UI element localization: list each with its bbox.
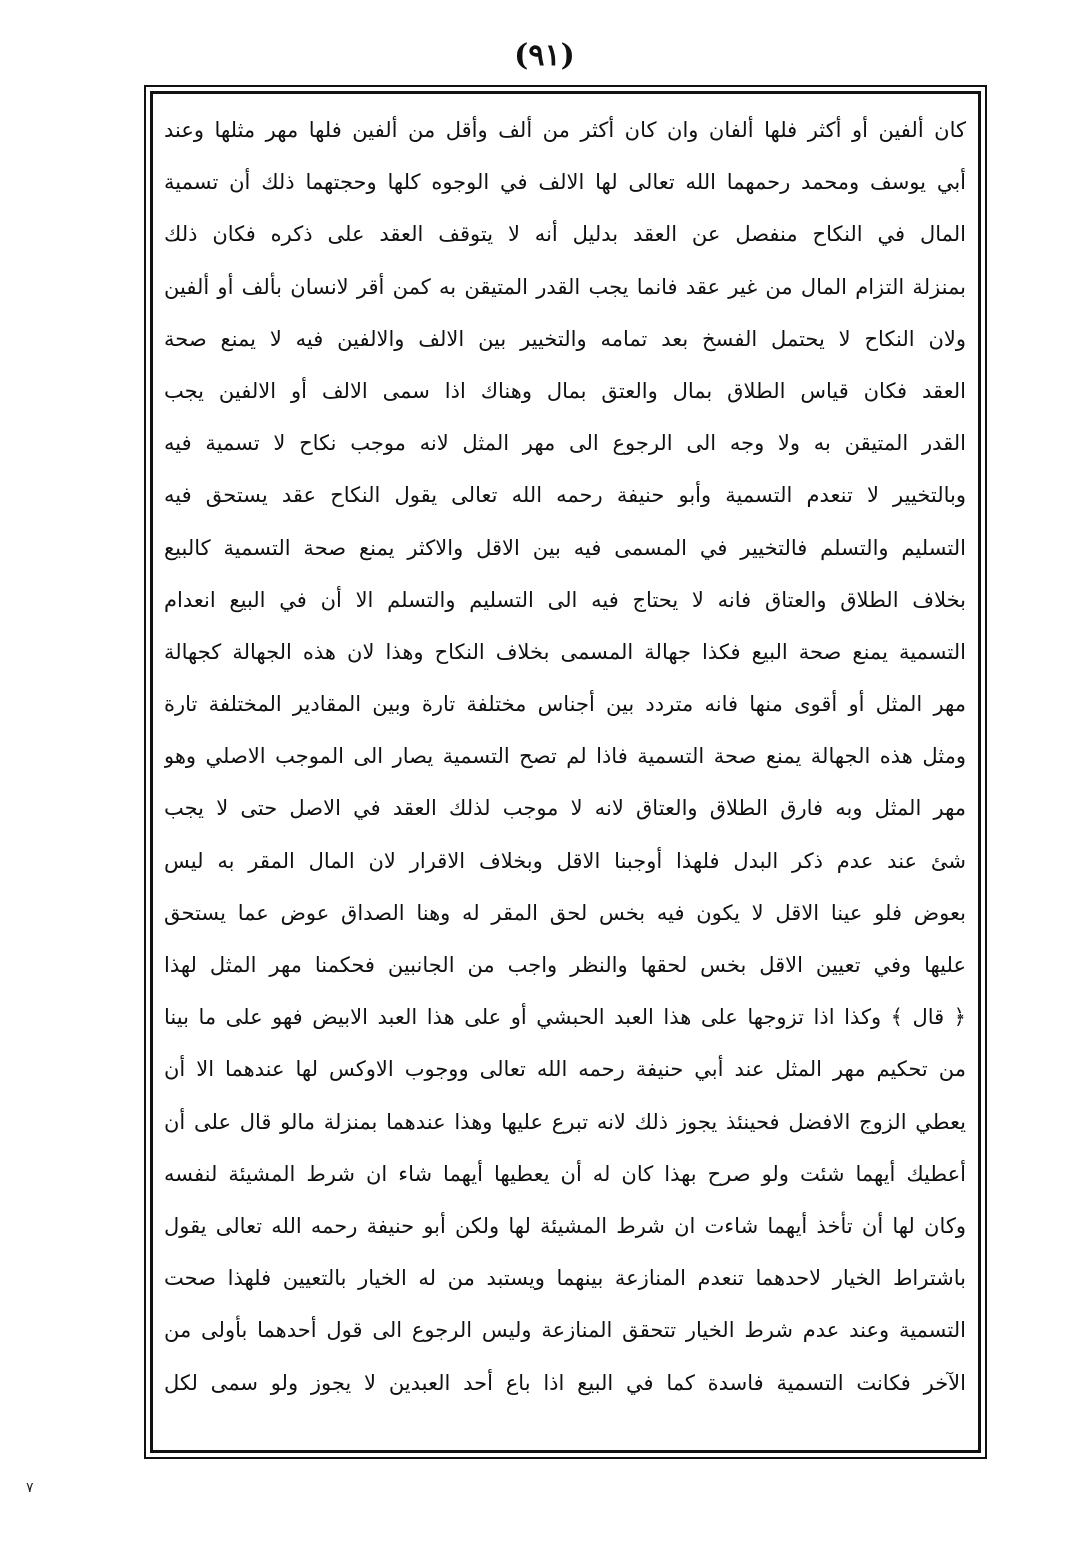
text-line: أبي يوسف ومحمد رحمهما الله تعالى لها الالف في الوجوه كلها وحجتهما ذلك أن تسمية [164, 170, 966, 195]
text-line: مهر المثل أو أقوى منها فانه متردد بين أجناس مختلفة تارة وبين المقادير المختلفة تارة [164, 692, 966, 717]
text-line: التسمية يمنع صحة البيع فكذا جهالة المسمى بخلاف النكاح وهذا لان هذه الجهالة كجهالة [164, 639, 966, 664]
text-line: التسليم والتسلم فالتخيير في المسمى فيه بين الاقل والاكثر يمنع صحة التسمية كالبيع [164, 535, 966, 560]
text-line: وبالتخيير لا تنعدم التسمية وأبو حنيفة رحمه الله تعالى يقول النكاح عقد يستحق فيه [164, 483, 966, 508]
text-line: كان ألفين أو أكثر فلها ألفان وان كان أكثر من ألف وأقل من ألفين فلها مهر مثلها وعند [164, 118, 966, 142]
text-line: الآخر فكانت التسمية فاسدة كما في البيع اذا باع أحد العبدين لا يجوز ولو سمى لكل [164, 1370, 966, 1395]
text-line: وكان لها أن تأخذ أيهما شاءت ان شرط المشيئة لها ولكن أبو حنيفة رحمه الله تعالى يقول [164, 1213, 966, 1238]
page-number: (٩١) [514, 38, 575, 73]
text-block [164, 104, 966, 1444]
text-line: ومثل هذه الجهالة يمنع صحة التسمية فاذا لم تصح التسمية يصار الى الموجب الاصلي وهو [164, 744, 966, 769]
text-line: العقد فكان قياس الطلاق بمال والعتق بمال وهناك اذا سمى الالف أو الالفين يجب [164, 378, 966, 403]
text-line: ولان النكاح لا يحتمل الفسخ بعد تمامه والتخيير بين الالف والالفين فيه لا يمنع صحة [164, 326, 966, 351]
text-line: من تحكيم مهر المثل عند أبي حنيفة رحمه الله تعالى ووجوب الاوكس لها عندهما الا أن [164, 1057, 966, 1082]
text-line: بعوض فلو عينا الاقل لا يكون فيه بخس لحق المقر له وهنا الصداق عوض عما يستحق [164, 900, 966, 925]
text-line: بخلاف الطلاق والعتاق فانه لا يحتاج فيه الى التسليم والتسلم الا أن في البيع انعدام [164, 587, 966, 612]
text-line: بمنزلة التزام المال من غير عقد فانما يجب القدر المتيقن به كمن أقر لانسان بألف أو ألفين [164, 274, 966, 299]
text-line: التسمية وعند عدم شرط الخيار تتحقق المنازعة وليس الرجوع الى قول أحدهما بأولى من [164, 1318, 966, 1343]
text-line: ﴿ قال ﴾ وكذا اذا تزوجها على هذا العبد الحبشي أو على هذا العبد الابيض فهو على ما بينا [164, 1005, 966, 1030]
text-line: يعطي الزوج الافضل فحينئذ يجوز ذلك لانه تبرع عليها وهذا عندهما بمنزلة مالو قال على أن [164, 1109, 966, 1134]
text-line: المال في النكاح منفصل عن العقد بدليل أنه لا يتوقف العقد على ذكره فكان ذلك [164, 222, 966, 247]
text-line: القدر المتيقن به ولا وجه الى الرجوع الى مهر المثل لانه موجب نكاح لا تسمية فيه [164, 431, 966, 456]
text-line: عليها وفي تعيين الاقل بخس لحقها والنظر واجب من الجانبين فحكمنا مهر المثل لهذا [164, 953, 966, 977]
text-line: أعطيك أيهما شئت ولو صرح بهذا كان له أن يعطيها أيهما شاء ان شرط المشيئة لنفسه [164, 1161, 966, 1186]
text-line: شئ عند عدم ذكر البدل فلهذا أوجبنا الاقل وبخلاف الاقرار لان المال المقر به ليس [164, 848, 966, 873]
text-line: مهر المثل وبه فارق الطلاق والعتاق لانه لا موجب لذلك العقد في الاصل حتى لا يجب [164, 796, 966, 821]
text-line: باشتراط الخيار لاحدهما تنعدم المنازعة بينهما ويستبد من له الخيار بالتعيين فلهذا صحت [164, 1266, 966, 1291]
corner-mark: ٧ [26, 1480, 34, 1496]
